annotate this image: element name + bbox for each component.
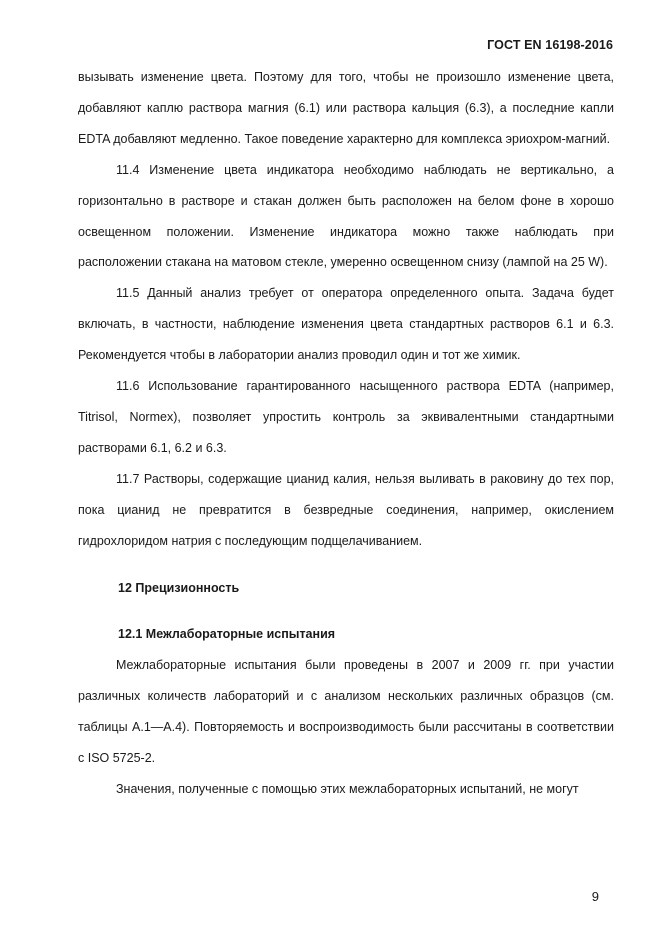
paragraph-11-4: 11.4 Изменение цвета индикатора необходимо наблюдать не вертикально, а горизонтально в растворе и стакан должен быть расположен на белом фоне в хорошо освещенном положении. Изменение индикатора можно также наблюдать при расположении стакана на матовом стекле, умеренно освещенном снизу (лампой на 25 W). (78, 162, 614, 270)
paragraph-11-6: 11.6 Использование гарантированного насыщенного раствора EDTA (например, Titrisol, Normex), позволяет упростить контроль за эквивалентными стандартными растворами 6.1, 6.2 и 6.3. (78, 379, 614, 455)
paragraph-12-1-b: Значения, полученные с помощью этих межлабораторных испытаний, не могут (116, 781, 579, 796)
section-heading-12: 12 Прецизионность (118, 580, 240, 595)
paragraph-11-7: 11.7 Растворы, содержащие цианид калия, нельзя выливать в раковину до тех пор, пока цианид не превратится в безвредные соединения, например, окислением гидрохлоридом натрия с последующим подщелачиванием. (78, 471, 614, 548)
page-number: 9 (591, 889, 599, 904)
spacer (78, 603, 614, 619)
paragraph-12-1-a: Межлабораторные испытания были проведены в 2007 и 2009 гг. при участии различных количеств лабораторий и с анализом нескольких различных образцов (см. таблицы А.1—А.4). Повторяемость и воспроизводимость были рассчитаны в соответствии с ISO 5725-2. (78, 658, 614, 766)
subsection-heading-12-1: 12.1 Межлабораторные испытания (118, 627, 336, 642)
standard-designation: ГОСТ EN 16198-2016 (487, 38, 613, 52)
paragraph-continued: вызывать изменение цвета. Поэтому для того, чтобы не произошло изменение цвета, добавляют каплю раствора магния (6.1) или раствора кальция (6.3), а последние капли EDTA добавляют медленно. Такое поведение характерно для комплекса эриохром-магний. (78, 70, 614, 146)
paragraph-11-5: 11.5 Данный анализ требует от оператора определенного опыта. Задача будет включать, в частности, наблюдение изменения цвета стандартных растворов 6.1 и 6.3. Рекомендуется чтобы в лаборатории анализ проводил один и тот же химик. (78, 286, 614, 363)
page-body (78, 62, 614, 805)
spacer (78, 557, 614, 573)
